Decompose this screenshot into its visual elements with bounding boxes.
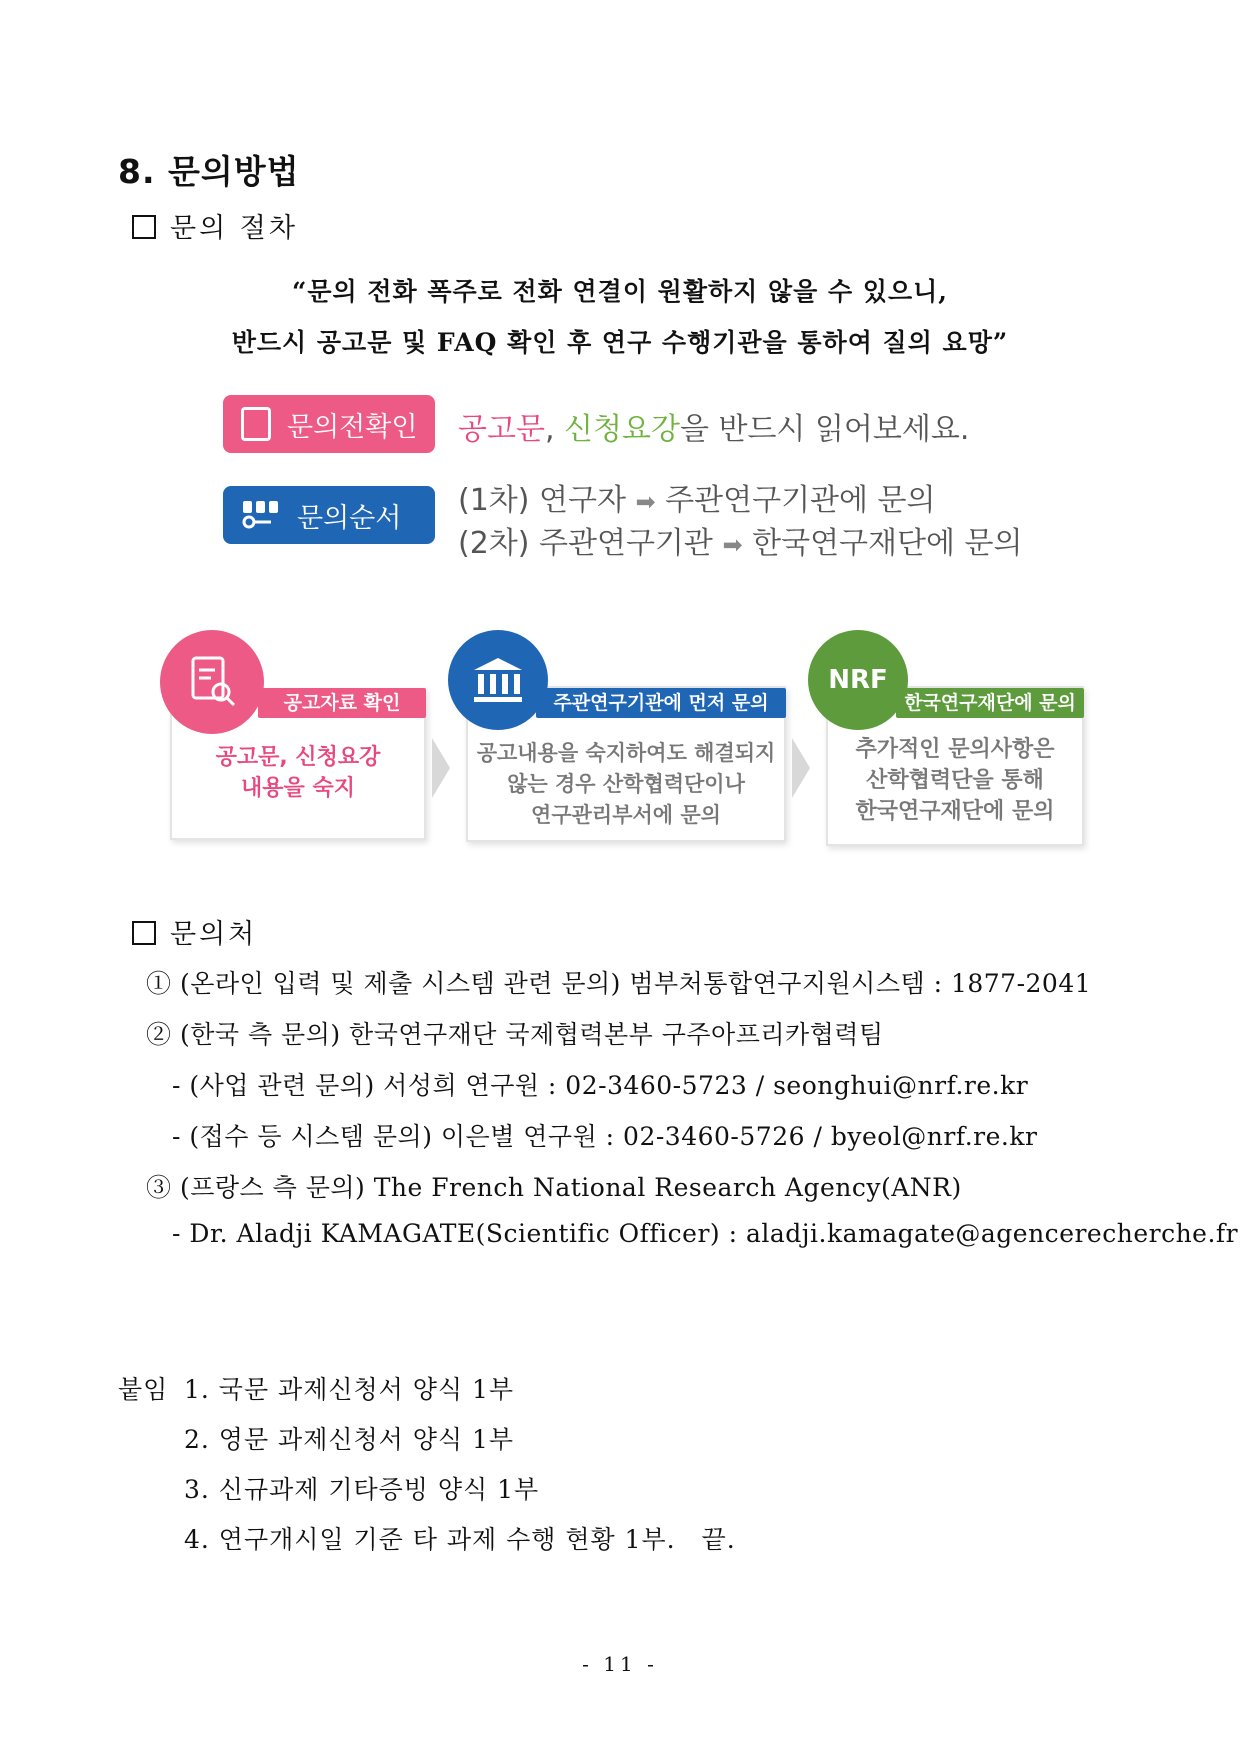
flow-card-2-line-2: 않는 경우 산학협력단이나 <box>507 772 745 796</box>
attachment-item-4 <box>184 1520 736 1556</box>
page-number: - 11 - <box>582 1652 658 1676</box>
announcement-word: 공고문 <box>458 412 545 447</box>
inquiry-order-badge <box>223 486 435 544</box>
order-step1-to: 주관연구기관에 문의 <box>665 483 936 518</box>
contact-item-2: ② (한국 측 문의) 한국연구재단 국제협력본부 구주아프리카협력팀 <box>146 1020 884 1049</box>
check-before-inquiry-label: 문의전확인 <box>287 411 418 443</box>
contact-item-3: ③ (프랑스 측 문의) The French National Research Agency(ANR) <box>146 1173 962 1202</box>
contact-item-3a: - Dr. Aladji KAMAGATE(Scientific Officer) : aladji.kamagate@agencerecherche.fr <box>172 1219 1239 1248</box>
arrow-right-icon: ➡ <box>635 488 656 516</box>
nrf-logo <box>808 630 908 730</box>
document-search-icon <box>160 630 264 734</box>
attachment-item-2: 2. 영문 과제신청서 양식 1부 <box>184 1425 515 1454</box>
order-step2-to: 한국연구재단에 문의 <box>752 526 1023 561</box>
guideline-word: 신청요강 <box>564 412 680 447</box>
text-separator: , <box>544 412 565 447</box>
flow-card-2-line-1: 공고내용을 숙지하여도 해결되지 <box>476 741 776 765</box>
checkbox-square-icon <box>132 921 156 945</box>
inquiry-order-label: 문의순서 <box>297 502 402 534</box>
contacts-heading-label: 문의처 <box>170 919 258 950</box>
flow-tag-3: 한국연구재단에 문의 <box>896 688 1084 718</box>
procedure-heading-label: 문의 절차 <box>170 213 298 244</box>
check-before-inquiry-text <box>458 404 969 448</box>
nrf-logo-text: NRF <box>828 665 888 695</box>
people-icon <box>241 498 281 532</box>
flow-card-3-line-1: 추가적인 문의사항은 <box>855 737 1055 762</box>
check-instruction-rest: 을 반드시 읽어보세요. <box>679 412 970 447</box>
attachment-item-3: 3. 신규과제 기타증빙 양식 1부 <box>184 1475 540 1504</box>
chevron-right-icon <box>432 738 450 798</box>
flow-card-1-line-2: 내용을 숙지 <box>241 776 355 801</box>
arrow-right-icon: ➡ <box>722 531 743 559</box>
chevron-right-icon <box>792 738 810 798</box>
flow-tag-1: 공고자료 확인 <box>258 688 426 718</box>
notice-line-1: “문의 전화 폭주로 전화 연결이 원활하지 않을 수 있으니, <box>291 277 948 306</box>
check-before-inquiry-badge <box>223 395 435 453</box>
checkbox-square-icon <box>132 215 156 239</box>
attachments-label: 붙임 <box>118 1375 169 1404</box>
contact-item-2a: - (사업 관련 문의) 서성희 연구원 : 02-3460-5723 / seonghui@nrf.re.kr <box>172 1071 1029 1100</box>
procedure-heading <box>132 206 298 245</box>
contacts-heading <box>132 912 257 951</box>
flow-card-3-line-2: 산학협력단을 통해 <box>866 768 1044 793</box>
flow-card-2-line-3: 연구관리부서에 문의 <box>531 803 721 827</box>
inquiry-order-text <box>458 480 1022 566</box>
institution-icon <box>448 630 548 730</box>
order-step1-from: (1차) 연구자 <box>458 483 626 518</box>
attachment-item-1: 1. 국문 과제신청서 양식 1부 <box>184 1375 515 1404</box>
flow-card-1-line-1: 공고문, 신청요강 <box>215 745 381 770</box>
contact-item-2b: - (접수 등 시스템 문의) 이은별 연구원 : 02-3460-5726 / byeol@nrf.re.kr <box>172 1122 1038 1151</box>
flow-card-3-line-3: 한국연구재단에 문의 <box>855 799 1055 824</box>
flow-tag-2: 주관연구기관에 먼저 문의 <box>536 688 786 718</box>
attachment-item-4-text: 4. 연구개시일 기준 타 과제 수행 현황 1부. <box>184 1525 676 1554</box>
section-title: 8. 문의방법 <box>118 152 300 191</box>
end-mark: 끝. <box>701 1525 736 1554</box>
document-search-icon <box>241 407 271 441</box>
order-step2-from: (2차) 주관연구기관 <box>458 526 713 561</box>
contact-item-1: ① (온라인 입력 및 제출 시스템 관련 문의) 범부처통합연구지원시스템 : 1877-2041 <box>146 969 1092 998</box>
notice-line-2: 반드시 공고문 및 FAQ 확인 후 연구 수행기관을 통하여 질의 요망” <box>231 328 1009 357</box>
